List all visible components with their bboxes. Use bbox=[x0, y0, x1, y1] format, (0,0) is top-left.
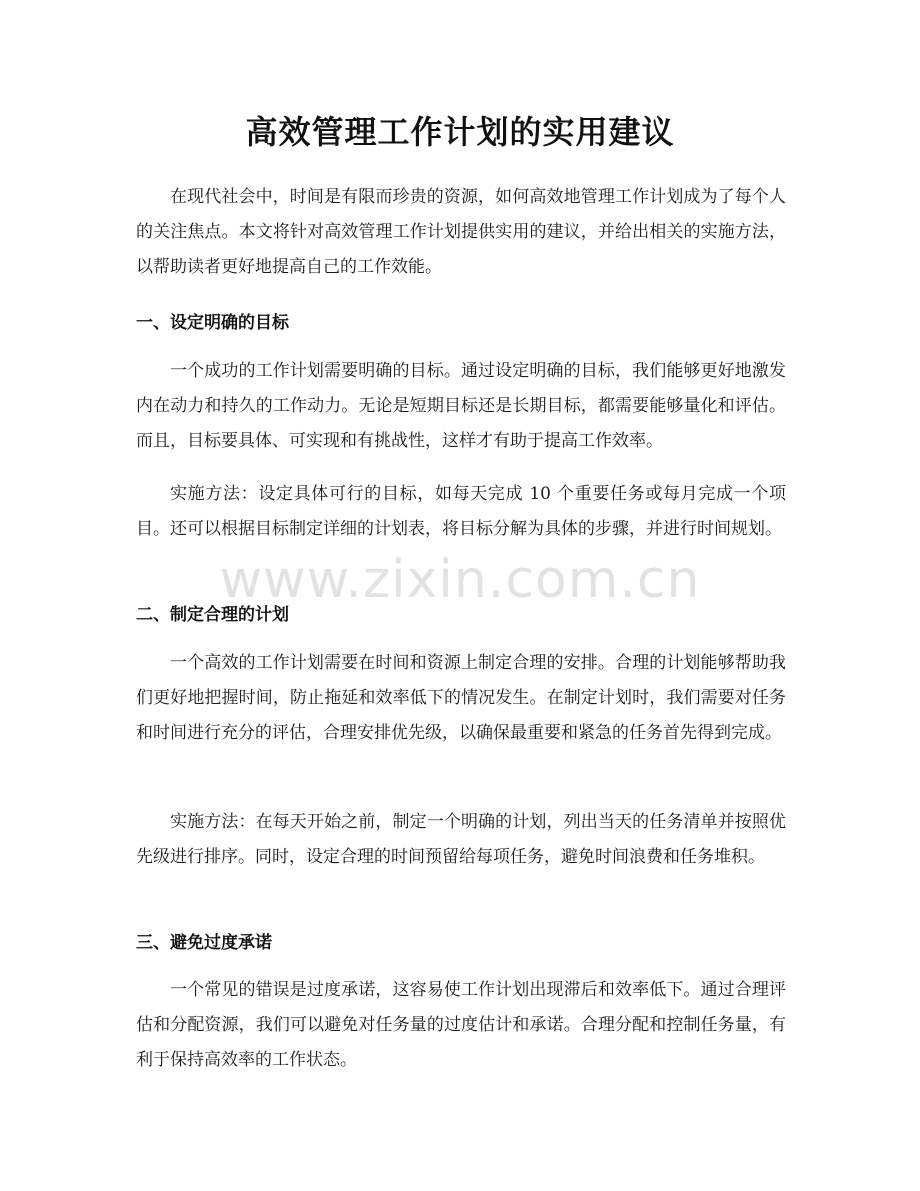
watermark: www.zixin.com.cn bbox=[219, 550, 701, 610]
section-3-body: 一个常见的错误是过度承诺，这容易使工作计划出现滞后和效率低下。通过合理评估和分配资源，我们可以避免对任务量的过度估计和承诺。合理分配和控制任务量，有利于保持高效率的工作状态。 bbox=[136, 980, 786, 1070]
section-1-method: 实施方法：设定具体可行的目标，如每天完成 10 个重要任务或每月完成一个项目。还可以根据目标制定详细的计划表，将目标分解为具体的步骤，并进行时间规划。 bbox=[136, 484, 786, 539]
section-3-heading: 三、避免过度承诺 bbox=[136, 933, 272, 953]
section-2-method: 实施方法：在每天开始之前，制定一个明确的计划，列出当天的任务清单并按照优先级进行排序。同时，设定合理的时间预留给每项任务，避免时间浪费和任务堆积。 bbox=[136, 812, 786, 867]
intro-paragraph: 在现代社会中，时间是有限而珍贵的资源，如何高效地管理工作计划成为了每个人的关注焦点。本文将针对高效管理工作计划提供实用的建议，并给出相关的实施方法，以帮助读者更好地提高自己的工作效能。 bbox=[136, 187, 786, 277]
section-1-heading: 一、设定明确的目标 bbox=[136, 313, 289, 333]
document-title: 高效管理工作计划的实用建议 bbox=[245, 113, 675, 151]
section-1-body: 一个成功的工作计划需要明确的目标。通过设定明确的目标，我们能够更好地激发内在动力和持久的工作动力。无论是短期目标还是长期目标，都需要能够量化和评估。而且，目标要具体、可实现和有挑战性，这样才有助于提高工作效率。 bbox=[136, 361, 786, 451]
section-2-body: 一个高效的工作计划需要在时间和资源上制定合理的安排。合理的计划能够帮助我们更好地把握时间，防止拖延和效率低下的情况发生。在制定计划时，我们需要对任务和时间进行充分的评估，合理安排优先级，以确保最重要和紧急的任务首先得到完成。 bbox=[136, 653, 786, 743]
section-2-heading: 二、制定合理的计划 bbox=[136, 605, 289, 625]
